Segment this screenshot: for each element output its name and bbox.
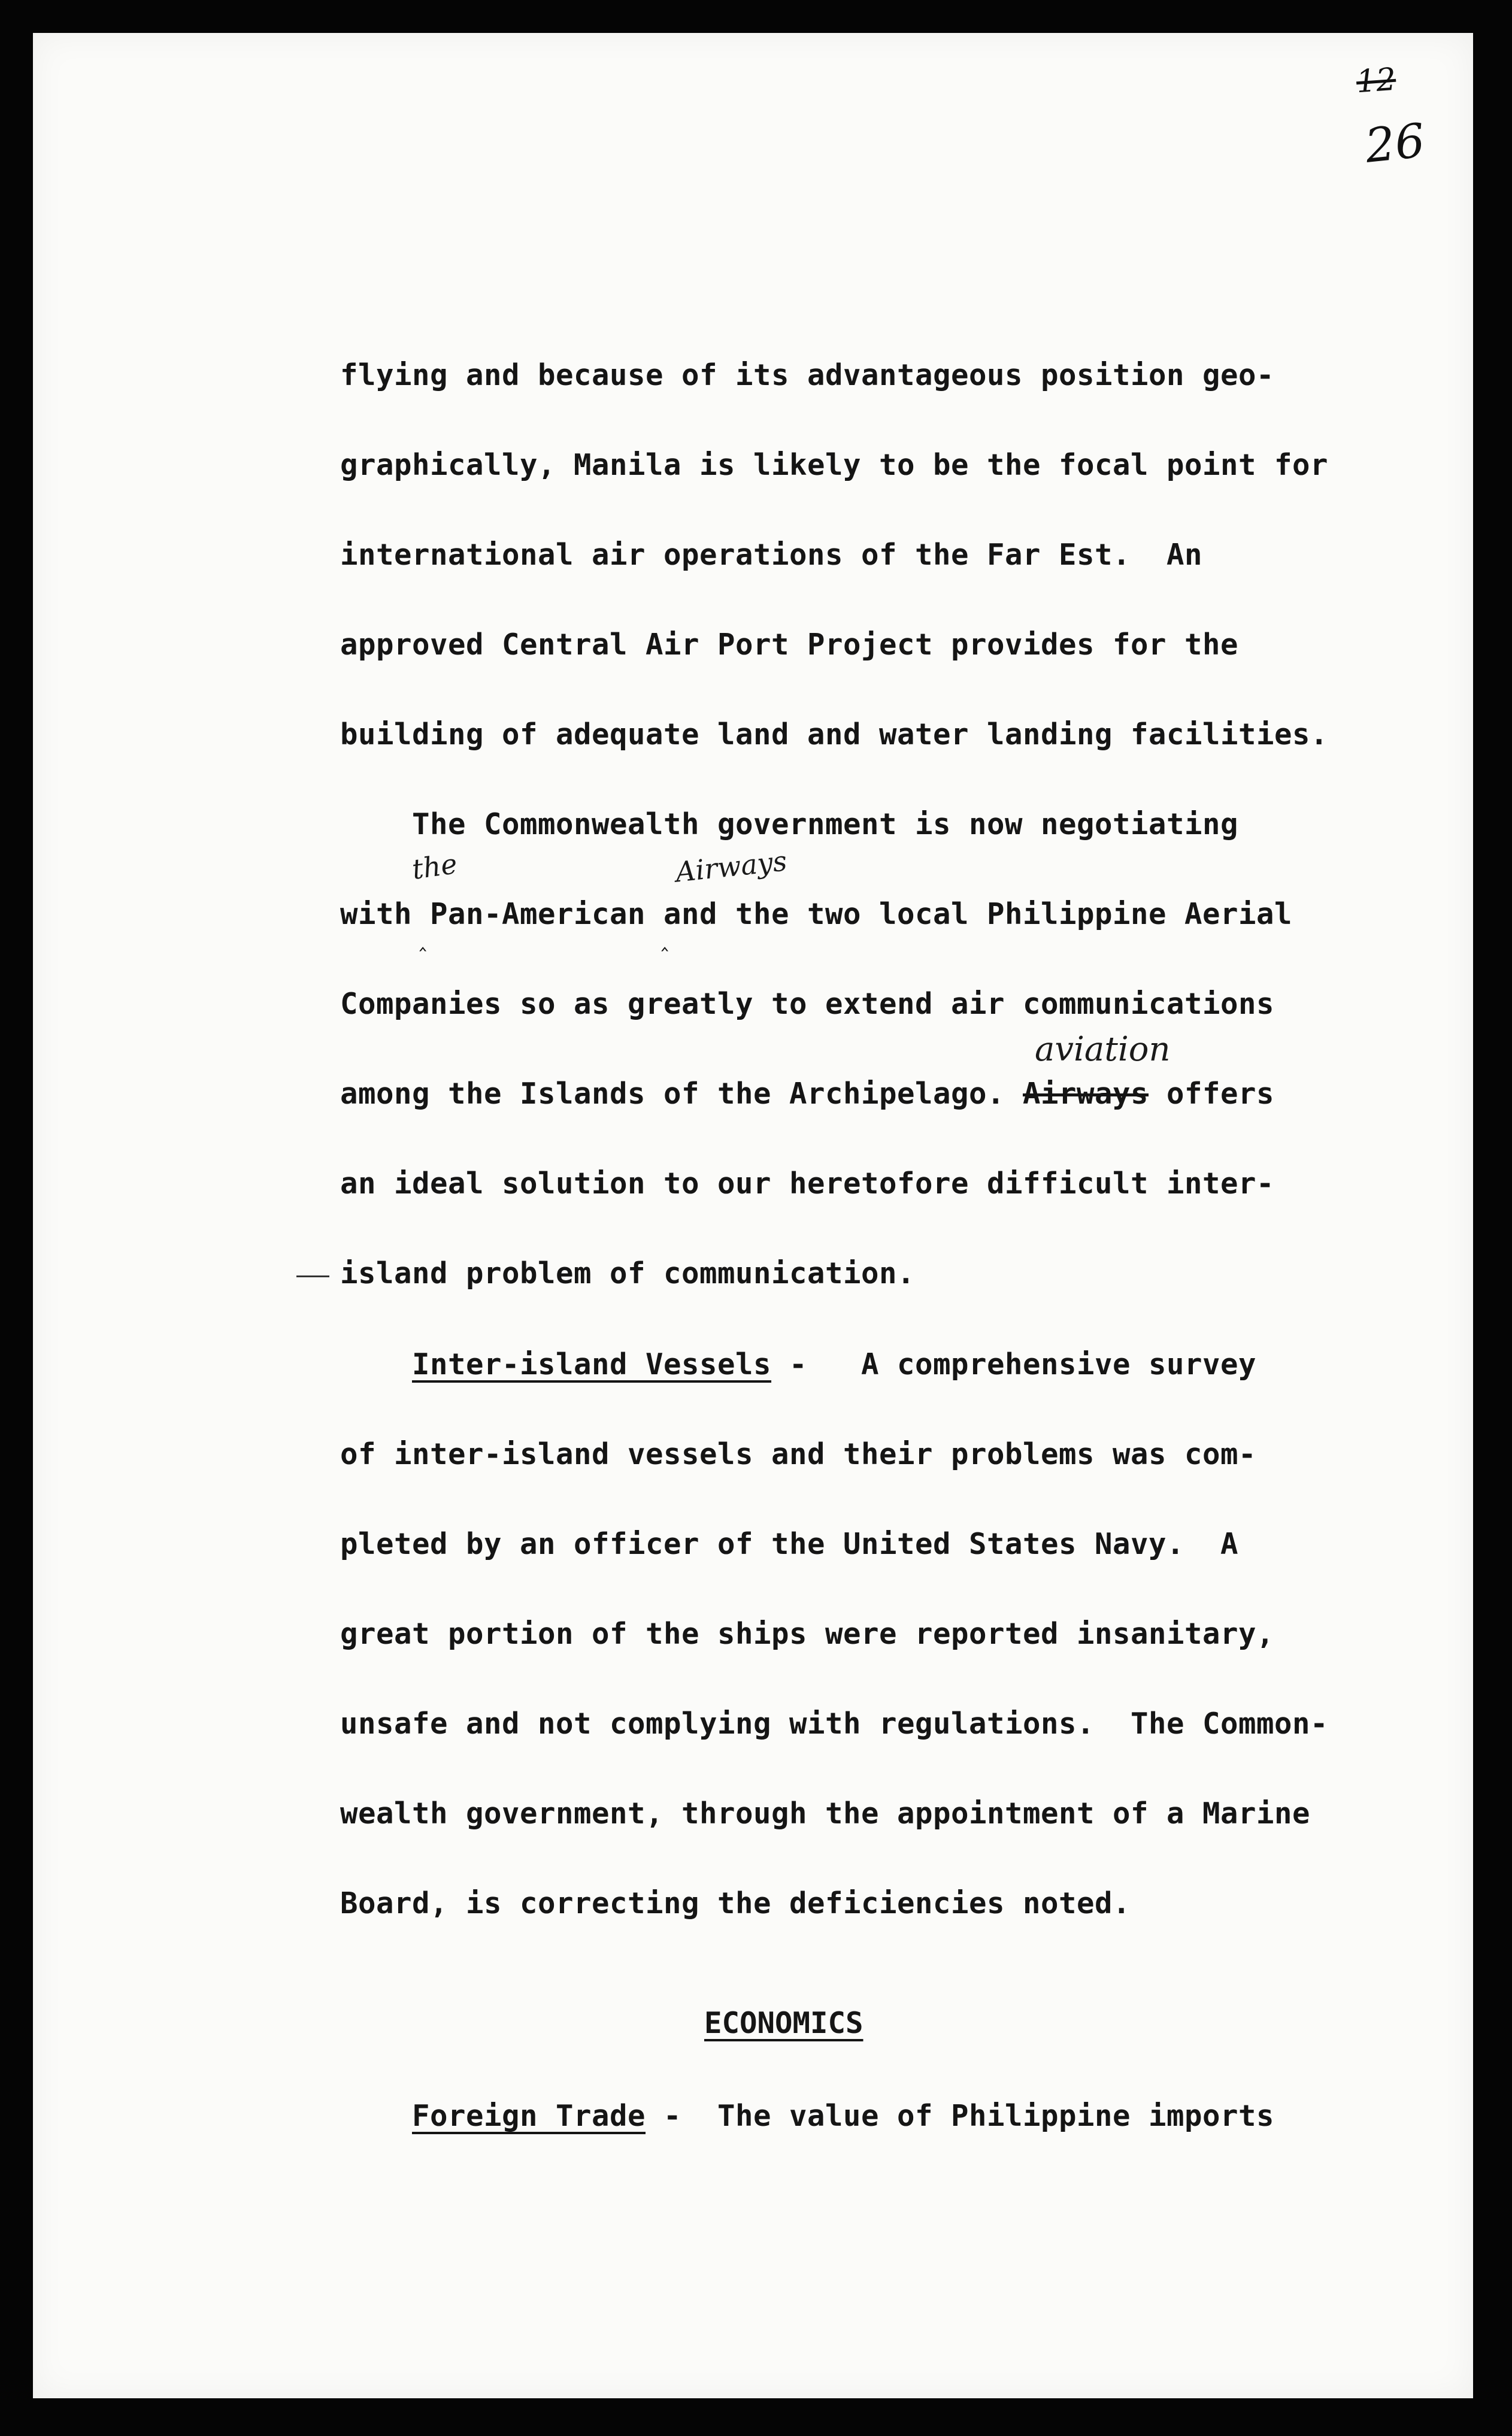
text-line: graphically, Manila is likely to be the focal point for (340, 448, 1329, 482)
struck-text: Airways (1023, 1077, 1149, 1111)
subheading-foreign-trade: Foreign Trade (412, 2099, 646, 2133)
struck-page-number: 12 (1355, 61, 1398, 101)
text-line: Board, is correcting the deficiencies noted. (340, 1886, 1131, 1920)
section-heading-economics: ECONOMICS (704, 2006, 863, 2040)
text-segment: - The value of Philippine imports (646, 2099, 1275, 2133)
text-segment: - A comprehensive survey (771, 1347, 1257, 1381)
text-segment: Pan-American (430, 897, 664, 931)
text-line: approved Central Air Port Project provides for the (340, 628, 1239, 662)
handwritten-insert-the: the (410, 847, 459, 886)
page-number: 26 (1362, 114, 1428, 174)
text-line: international air operations of the Far Est. An (340, 538, 1203, 572)
text-line: of inter-island vessels and their problems was com- (340, 1437, 1257, 1471)
handwritten-insert-airways: Airways (674, 844, 789, 889)
text-line (340, 2099, 1274, 2133)
text-line: an ideal solution to our heretofore difficult inter- (340, 1167, 1275, 1201)
text-line: wealth government, through the appointment of a Marine (340, 1796, 1311, 1831)
text-line (340, 897, 1292, 931)
text-line: island problem of communication. (340, 1256, 916, 1290)
text-segment: with (340, 897, 431, 931)
text-segment: offers (1149, 1077, 1275, 1111)
text-line: unsafe and not complying with regulations. The Common- (340, 1707, 1329, 1741)
subheading-inter-island-vessels: Inter-island Vessels (412, 1347, 772, 1381)
handwritten-insert-aviation: aviation (1035, 1030, 1171, 1069)
text-line: great portion of the ships were reported insanitary, (340, 1617, 1275, 1651)
text-line: flying and because of its advantageous position geo- (340, 358, 1275, 392)
text-line: pleted by an officer of the United States Navy. A (340, 1527, 1239, 1561)
margin-mark (296, 1275, 329, 1277)
text-segment: and the two local Philippine Aerial (663, 897, 1293, 931)
text-line: Companies so as greatly to extend air communications (340, 987, 1275, 1021)
insertion-caret: ‸ (661, 927, 669, 952)
text-line (340, 1347, 1256, 1381)
text-line: The Commonwealth government is now negotiating (340, 807, 1239, 841)
insertion-caret: ‸ (419, 927, 427, 952)
text-line (340, 1077, 1274, 1111)
text-line: building of adequate land and water landing facilities. (340, 717, 1329, 752)
text-segment: among the Islands of the Archipelago. (340, 1077, 1023, 1111)
